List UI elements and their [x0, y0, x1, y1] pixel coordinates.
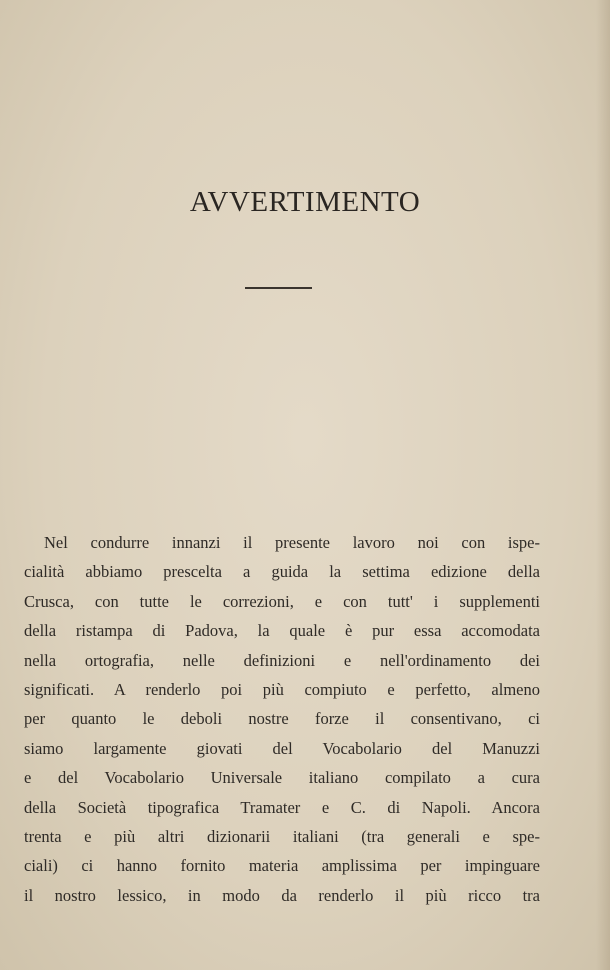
text-line: nella ortografia, nelle definizioni e nell'ordinamento dei	[24, 650, 540, 670]
text-line: della ristampa di Padova, la quale è pur essa accomodata	[24, 621, 540, 641]
page-heading: AVVERTIMENTO	[189, 186, 421, 218]
text-line: trenta e più altri dizionarii italiani (tra generali e spe-	[24, 826, 540, 846]
body-paragraph	[24, 528, 540, 910]
text-line: significati. A renderlo poi più compiuto e perfetto, almeno	[24, 679, 540, 699]
text-line: siamo largamente giovati del Vocabolario del Manuzzi	[24, 738, 540, 758]
text-line: per quanto le deboli nostre forze il consentivano, ci	[24, 709, 540, 729]
heading-divider	[245, 287, 312, 289]
text-line: cialità abbiamo prescelta a guida la settima edizione della	[24, 562, 540, 582]
text-line: Nel condurre innanzi il presente lavoro noi con ispe-	[44, 533, 540, 552]
text-line: ciali) ci hanno fornito materia amplissima per impinguare	[24, 856, 540, 876]
text-line: il nostro lessico, in modo da renderlo il più ricco tra	[24, 885, 540, 905]
text-line: e del Vocabolario Universale italiano compilato a cura	[24, 768, 540, 788]
page-edge-shadow	[596, 0, 610, 970]
text-line: della Società tipografica Tramater e C. di Napoli. Ancora	[24, 797, 540, 817]
text-line: Crusca, con tutte le correzioni, e con tutt' i supplementi	[24, 591, 540, 611]
